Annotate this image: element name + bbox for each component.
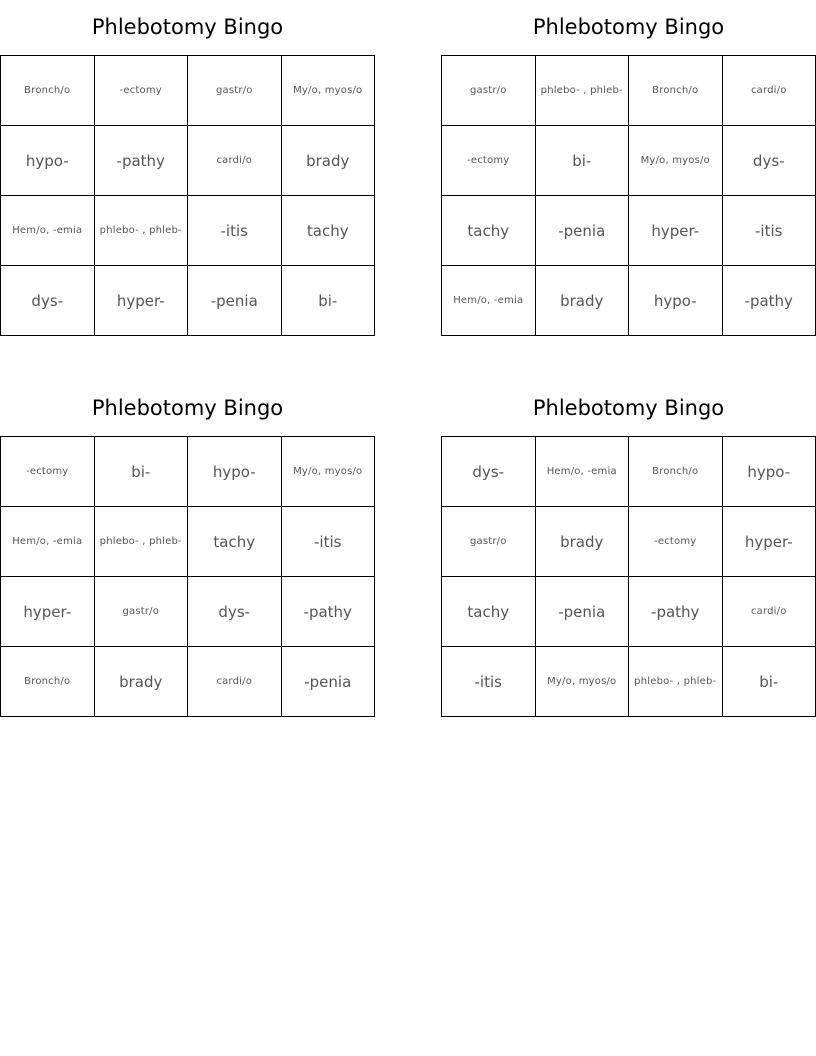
bingo-cell: Bronch/o [629,56,723,126]
bingo-cell: hyper- [95,266,189,336]
bingo-cell: -pathy [95,126,189,196]
bingo-cell: dys- [188,577,282,647]
bingo-cell: -ectomy [442,126,536,196]
card-title: Phlebotomy Bingo [91,15,284,39]
bingo-cell: tachy [282,196,376,266]
bingo-cell: -penia [536,196,630,266]
bingo-cell: hyper- [723,507,816,577]
bingo-cell: Hem/o, -emia [1,196,95,266]
bingo-cell: My/o, myos/o [536,647,630,717]
bingo-cell: -itis [442,647,536,717]
bingo-cell: Hem/o, -emia [442,266,536,336]
bingo-cell: gastr/o [188,56,282,126]
bingo-cell: brady [536,266,630,336]
card-title: Phlebotomy Bingo [532,396,725,420]
bingo-cell: bi- [723,647,816,717]
bingo-cell: bi- [282,266,376,336]
bingo-cell: brady [536,507,630,577]
bingo-cell: My/o, myos/o [629,126,723,196]
bingo-grid [0,55,375,336]
bingo-cell: -ectomy [629,507,723,577]
bingo-cell: phlebo- , phleb- [536,56,630,126]
bingo-cell: bi- [536,126,630,196]
bingo-cell: hyper- [1,577,95,647]
bingo-cell: -ectomy [1,437,95,507]
card-title: Phlebotomy Bingo [91,396,284,420]
bingo-cell: -pathy [723,266,816,336]
bingo-cell: -pathy [629,577,723,647]
bingo-cell: dys- [1,266,95,336]
bingo-grid [0,436,375,717]
bingo-cell: -pathy [282,577,376,647]
bingo-cell: My/o, myos/o [282,437,376,507]
card-title: Phlebotomy Bingo [532,15,725,39]
bingo-cell: Hem/o, -emia [536,437,630,507]
bingo-cell: phlebo- , phleb- [95,507,189,577]
bingo-cell: tachy [442,577,536,647]
bingo-cell: gastr/o [442,507,536,577]
bingo-cell: gastr/o [442,56,536,126]
bingo-cell: cardi/o [723,577,816,647]
bingo-cell: cardi/o [188,126,282,196]
bingo-cell: -itis [282,507,376,577]
bingo-cell: phlebo- , phleb- [629,647,723,717]
bingo-cell: Bronch/o [1,647,95,717]
bingo-cell: bi- [95,437,189,507]
bingo-cell: brady [282,126,376,196]
bingo-grid [441,55,816,336]
bingo-cell: dys- [442,437,536,507]
bingo-cell: tachy [188,507,282,577]
bingo-cell: -itis [188,196,282,266]
bingo-cell: tachy [442,196,536,266]
bingo-cell: -penia [536,577,630,647]
bingo-cell: -penia [282,647,376,717]
bingo-cell: -penia [188,266,282,336]
bingo-cell: hypo- [1,126,95,196]
bingo-cell: cardi/o [188,647,282,717]
bingo-cell: phlebo- , phleb- [95,196,189,266]
bingo-cell: hyper- [629,196,723,266]
bingo-cell: Bronch/o [629,437,723,507]
bingo-cell: -ectomy [95,56,189,126]
bingo-cell: cardi/o [723,56,816,126]
bingo-cell: My/o, myos/o [282,56,376,126]
bingo-cell: hypo- [188,437,282,507]
bingo-cell: Bronch/o [1,56,95,126]
bingo-cell: -itis [723,196,816,266]
bingo-cell: brady [95,647,189,717]
bingo-cell: Hem/o, -emia [1,507,95,577]
bingo-cell: hypo- [723,437,816,507]
bingo-cell: dys- [723,126,816,196]
bingo-grid [441,436,816,717]
bingo-cell: hypo- [629,266,723,336]
bingo-cell: gastr/o [95,577,189,647]
